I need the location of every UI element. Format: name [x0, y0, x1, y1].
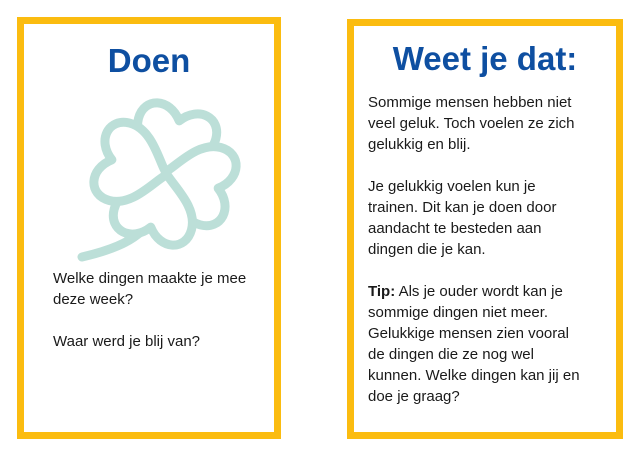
doen-card — [17, 17, 281, 439]
weet-je-dat-paragraphs — [368, 92, 586, 428]
weet-je-dat-card-title: Weet je dat: — [392, 40, 578, 77]
tip-text: Als je ouder wordt kan je sommige dingen niet meer. Gelukkige mensen zien vooral de dingen die ze nog wel kunnen. Welke dingen kan jij en doe je graag? — [368, 283, 580, 405]
doen-card-title: Doen — [107, 42, 191, 79]
weet-je-dat-card — [347, 19, 623, 439]
four-leaf-clover-icon — [60, 90, 260, 270]
tip-label: Tip: — [368, 283, 396, 300]
paragraph-1: Sommige mensen hebben niet veel geluk. Toch voelen ze zich gelukkig en blij. — [368, 94, 575, 153]
paragraph-2: Je gelukkig voelen kun je trainen. Dit kan je doen door aandacht te besteden aan dingen die je kan. — [368, 178, 557, 258]
question-2: Waar werd je blij van? — [53, 333, 201, 350]
doen-questions — [53, 268, 259, 373]
question-1: Welke dingen maakte je mee deze week? — [53, 270, 247, 308]
paragraph-tip — [368, 281, 586, 407]
